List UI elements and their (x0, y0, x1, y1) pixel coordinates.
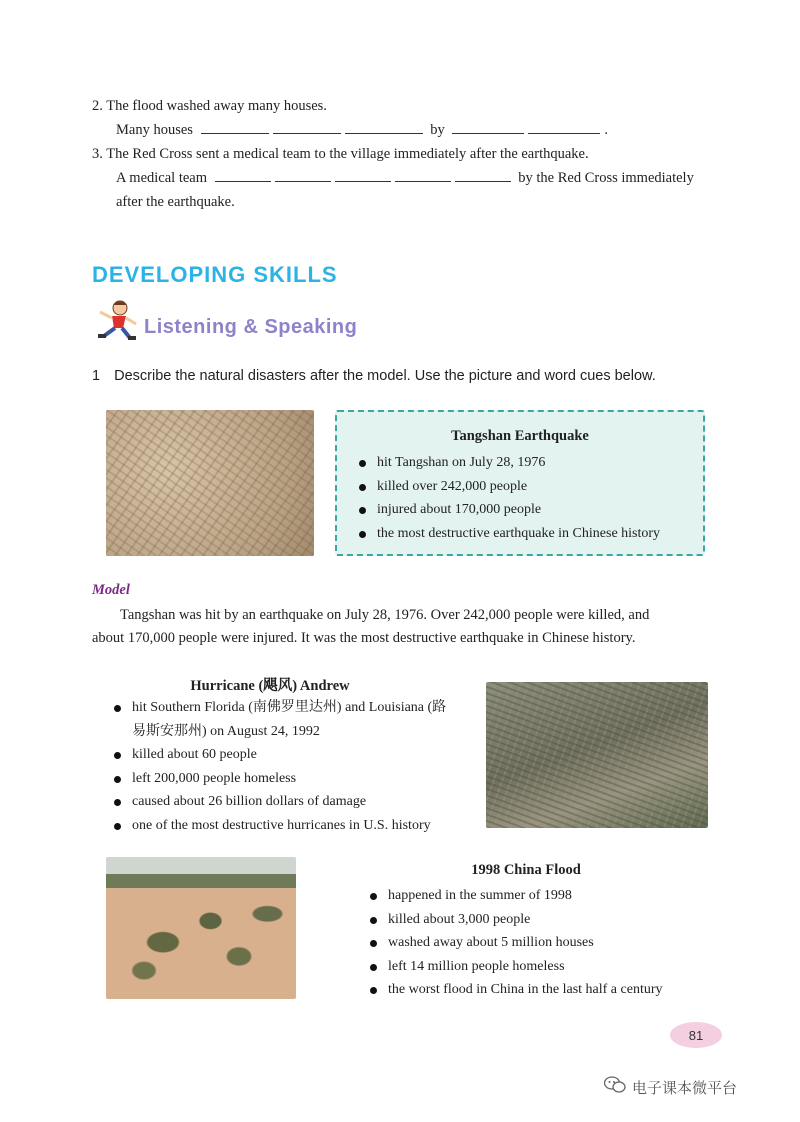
cue-item: the worst flood in China in the last half a century (366, 978, 663, 1002)
answer-blank[interactable] (275, 168, 331, 182)
model-paragraph-line-1: Tangshan was hit by an earthquake on July 28, 1976. Over 242,000 people were killed, and (120, 607, 650, 623)
item-number: 3. (92, 146, 103, 162)
rewrite-by: by (430, 122, 445, 138)
wechat-icon (604, 1076, 626, 1098)
model-label: Model (92, 582, 130, 598)
sub-title: Listening & Speaking (144, 316, 358, 338)
cue-item: caused about 26 billion dollars of damage (110, 790, 446, 814)
cue-item: washed away about 5 million houses (366, 931, 663, 955)
watermark-text: 电子课本微平台 (632, 1078, 738, 1097)
answer-blank[interactable] (201, 120, 269, 134)
card-title: Tangshan Earthquake (451, 428, 589, 444)
running-boy-icon (90, 298, 140, 340)
cue-item: one of the most destructive hurricanes in U.S. history (110, 814, 446, 838)
answer-blank[interactable] (335, 168, 391, 182)
tangshan-cue-box (335, 410, 705, 556)
rewrite-end: . (604, 122, 608, 138)
cue-item: killed about 3,000 people (366, 908, 663, 932)
item-sentence: The Red Cross sent a medical team to the village immediately after the earthquake. (106, 146, 589, 162)
answer-blank[interactable] (345, 120, 423, 134)
item-sentence: The flood washed away many houses. (106, 98, 327, 114)
cue-text: hit Southern Florida (南佛罗里达州) and Louisiana (路 (132, 700, 447, 715)
cue-item: killed over 242,000 people (355, 475, 703, 499)
cue-text: 易斯安那州) on August 24, 1992 (132, 723, 320, 739)
cue-list (355, 451, 703, 545)
instruction (92, 368, 656, 384)
exercise-item-3-rewrite (116, 168, 694, 188)
cue-item: hit Tangshan on July 28, 1976 (355, 451, 703, 475)
cue-item: left 14 million people homeless (366, 955, 663, 979)
answer-blank[interactable] (452, 120, 524, 134)
exercise-item-3-continuation: after the earthquake. (116, 194, 235, 210)
cue-list (366, 884, 663, 1002)
hurricane-andrew-photo (486, 682, 708, 828)
answer-blank[interactable] (528, 120, 600, 134)
exercise-item-2-rewrite (116, 120, 608, 140)
cue-item: injured about 170,000 people (355, 498, 703, 522)
answer-blank[interactable] (273, 120, 341, 134)
cue-item: the most destructive earthquake in Chinese history (355, 522, 703, 546)
card-title: Hurricane (飓风) Andrew (190, 678, 350, 694)
china-flood-photo (106, 857, 296, 999)
cue-item: killed about 60 people (110, 743, 446, 767)
exercise-item-3 (92, 144, 589, 164)
card-title: 1998 China Flood (471, 862, 581, 878)
item-number: 2. (92, 98, 103, 114)
section-title: DEVELOPING SKILLS (92, 262, 338, 287)
instruction-number: 1 (92, 368, 101, 384)
model-paragraph-line-2: about 170,000 people were injured. It was the most destructive earthquake in Chinese history. (92, 630, 636, 646)
cue-item (110, 696, 446, 743)
answer-blank[interactable] (395, 168, 451, 182)
rewrite-start: Many houses (116, 122, 193, 138)
cue-item: left 200,000 people homeless (110, 767, 446, 791)
tangshan-earthquake-photo (106, 410, 314, 556)
cue-list (110, 696, 446, 837)
rewrite-start: A medical team (116, 170, 207, 186)
exercise-item-2 (92, 96, 327, 116)
cue-item: happened in the summer of 1998 (366, 884, 663, 908)
answer-blank[interactable] (215, 168, 271, 182)
watermark (604, 1076, 737, 1098)
instruction-text: Describe the natural disasters after the model. Use the picture and word cues below. (114, 368, 656, 384)
page-number: 81 (670, 1022, 722, 1048)
answer-blank[interactable] (455, 168, 511, 182)
rewrite-end: by the Red Cross immediately (518, 170, 694, 186)
